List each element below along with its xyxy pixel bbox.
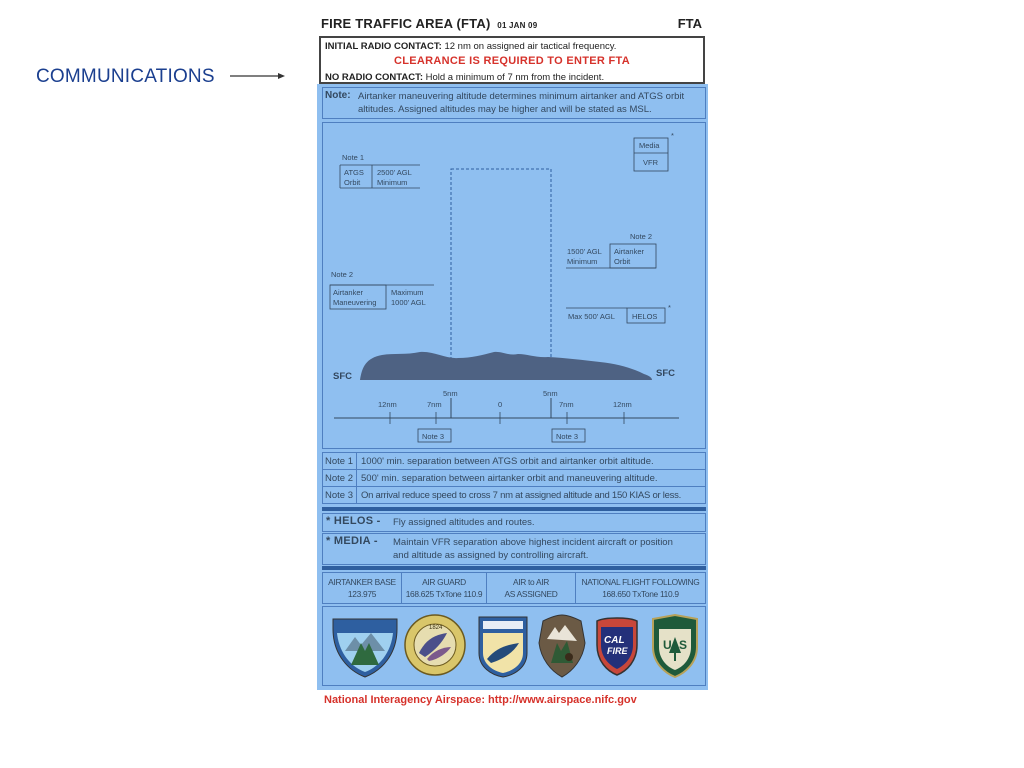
orbit-label-2: Orbit [614,257,631,266]
helos-alt: Max 500' AGL [568,312,615,321]
note3-left: Note 3 [422,432,445,441]
frequency-value: 168.625 TxTone 110.9 [405,589,483,599]
atgs-alt-1: 2500' AGL [377,168,412,177]
frequency-value: AS ASSIGNED [504,589,558,599]
frequency-name: AIR to AIR [512,577,550,587]
vfr-label: VFR [643,158,658,167]
indian-affairs-seal-icon [403,613,467,677]
helos-text: Fly assigned altitudes and routes. [393,517,535,528]
orbit-alt-1: 1500' AGL [567,247,602,256]
sfc-right: SFC [656,368,675,379]
initial-contact-line [325,41,616,52]
terrain-silhouette [360,352,652,380]
card-title-row [321,16,704,34]
note-text: On arrival reduce speed to cross 7 nm at assigned altitude and 150 KIAS or less. [357,487,706,504]
initial-contact-text: 12 nm on assigned air tactical frequency. [444,41,617,52]
maneuver-alt-1: Maximum [391,288,424,297]
fish-wildlife-service-icon [477,613,529,679]
frequency-name: AIRTANKER BASE [328,577,396,587]
note1-tag: Note 1 [342,153,365,162]
note2-tag-right: Note 2 [630,232,653,241]
agency-logos [322,606,706,686]
helos-section [322,513,706,532]
card-title-text: FIRE TRAFFIC AREA (FTA) [321,16,491,31]
media-star: * [671,131,674,140]
table-row [323,573,706,604]
frequency-value: 123.975 [347,589,377,599]
scale-7nm-left: 7nm [427,400,442,409]
cal-fire-badge-icon [593,615,641,677]
helos-title: * HELOS - [326,515,381,527]
scale-5nm-left: 5nm [443,389,458,398]
frequency-cell [323,573,402,604]
note2-tag-left: Note 2 [331,270,354,279]
usfs-letter-2: S [679,638,688,652]
card-code: FTA [677,16,702,31]
orbit-alt-2: Minimum [567,257,598,266]
frequency-cell [487,573,576,604]
note-key: Note 1 [323,453,357,470]
scale-12nm-left: 12nm [378,400,397,409]
fta-dashed-zone [451,169,551,372]
note-key: Note 3 [323,487,357,504]
note-text: 1000' min. separation between ATGS orbit and airtanker orbit altitude. [357,453,706,470]
general-note-box [322,87,706,119]
media-text-2: and altitude as assigned by controlling aircraft. [393,550,589,561]
table-row [323,487,706,504]
atgs-label-1: ATGS [344,168,364,177]
frequency-cell [576,573,706,604]
initial-contact-label: INITIAL RADIO CONTACT: [325,41,442,52]
general-note-text: Airtanker maneuvering altitude determines minimum airtanker and ATGS orbit altitudes. Assigned altitudes may be higher and will be stated as MSL. [358,91,685,115]
blm-logo-icon [331,615,399,679]
arrow-right-icon [230,68,286,84]
atgs-alt-2: Minimum [377,178,408,187]
frequency-name: AIR GUARD [422,577,466,587]
table-row [323,470,706,487]
media-text-1: Maintain VFR separation above highest incident aircraft or position [393,537,673,548]
notes-table [322,452,706,504]
frequency-table [322,572,706,604]
helos-label: HELOS [632,312,658,321]
section-divider [322,507,706,511]
scale-7nm-right: 7nm [559,400,574,409]
media-label: Media [639,141,660,150]
note3-right: Note 3 [556,432,579,441]
atgs-label-2: Orbit [344,178,361,187]
national-park-service-icon [537,613,587,679]
forest-service-shield-icon [649,613,701,679]
section-divider [322,566,706,570]
card-title [321,16,537,31]
no-radio-text: Hold a minimum of 7 nm from the incident. [425,72,605,83]
orbit-label-1: Airtanker [614,247,645,256]
communications-label: COMMUNICATIONS [36,66,215,87]
media-title: * MEDIA - [326,535,378,547]
maneuver-alt-2: 1000' AGL [391,298,426,307]
helos-star: * [668,303,671,312]
maneuver-label-1: Airtanker [333,288,364,297]
maneuver-label-2: Maneuvering [333,298,377,307]
clearance-notice: CLEARANCE IS REQUIRED TO ENTER FTA [394,55,630,67]
media-section [322,533,706,565]
scale-12nm-right: 12nm [613,400,632,409]
cal-fire-text-2: FIRE [607,646,628,656]
table-row [323,453,706,470]
footer-url-text: National Interagency Airspace: http://www.airspace.nifc.gov [324,694,637,706]
frequency-cell [402,573,487,604]
indian-affairs-year: 1824 [429,625,443,631]
sfc-left: SFC [333,371,352,382]
altitude-diagram [322,122,706,449]
card-date: 01 JAN 09 [497,21,538,30]
note-text: 500' min. separation between airtanker orbit and maneuvering altitude. [357,470,706,487]
no-radio-label: NO RADIO CONTACT: [325,72,423,83]
cal-fire-text-1: CAL [604,635,625,646]
usfs-letter-1: U [663,638,672,652]
frequency-value: 168.650 TxTone 110.9 [602,589,679,599]
note-key: Note 2 [323,470,357,487]
no-radio-line [325,72,604,83]
scale-zero: 0 [498,400,503,409]
scale-5nm-right: 5nm [543,389,558,398]
general-note-label: Note: [325,90,351,101]
communications-box [319,36,705,84]
frequency-name: NATIONAL FLIGHT FOLLOWING [581,577,700,587]
